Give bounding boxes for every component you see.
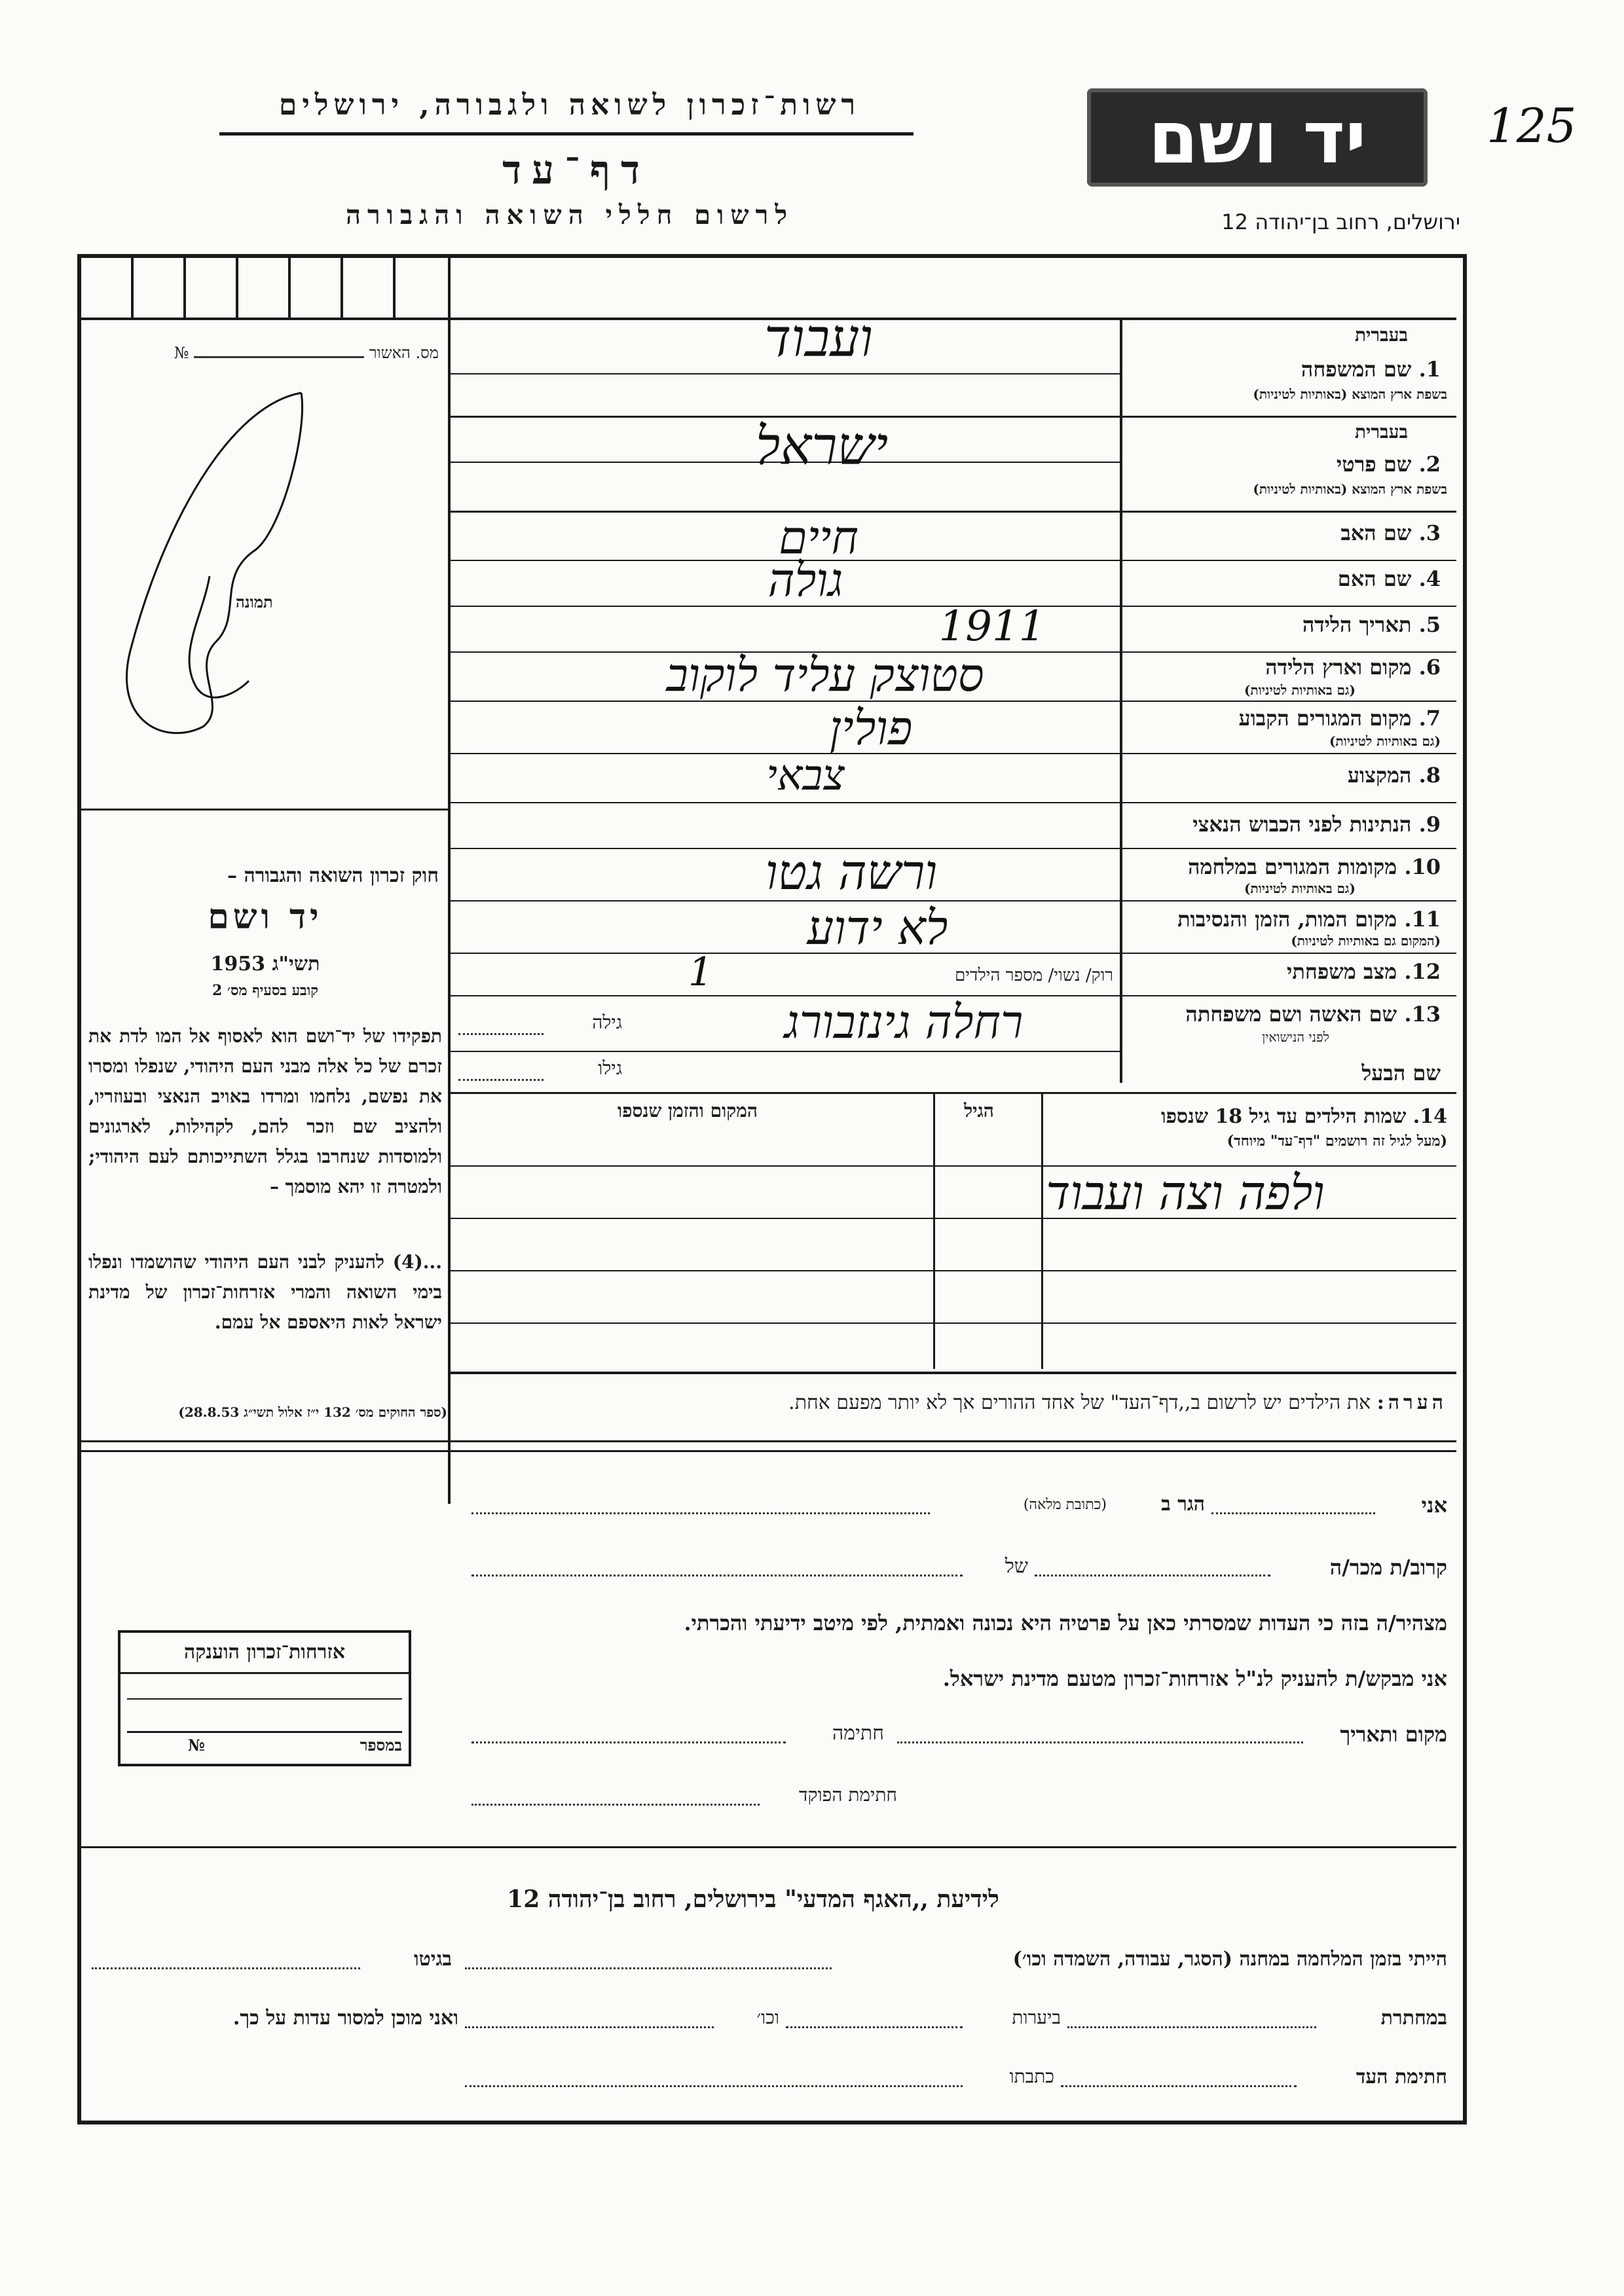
field-2-label-text: שם פרטי <box>1336 452 1412 477</box>
citizenship-box-title: אזרחות־זכרון הוענקה <box>120 1633 409 1674</box>
field-1-label-text: שם המשפחה <box>1301 357 1412 382</box>
field-7-label <box>1133 706 1441 731</box>
field-2-value: ישראל <box>755 416 889 477</box>
field-7-value: פולין <box>829 701 913 756</box>
field-5-label <box>1133 612 1441 637</box>
intel-ready: ואני מוכן למסור עדות על כך. <box>232 2007 458 2030</box>
intel-witness-signature: חתימת העד <box>1356 2066 1447 2088</box>
officer-signature: חתימת הפוקד <box>799 1784 897 1806</box>
field-7-num: 7. <box>1418 706 1441 731</box>
field-10-label-text: מקומות המגורים במלחמה <box>1188 854 1397 879</box>
law-source: (ספר החוקים מס׳ 132 י״ז אלול תשי״ג 28.8.53) <box>178 1404 447 1420</box>
intel-hiding: במחתרת <box>1380 2007 1447 2030</box>
intel-camp-line: הייתי בזמן המלחמה במחנה (הסגר, עבודה, השמדה וכו׳) <box>1012 1948 1447 1971</box>
law-paragraph-1: תפקידו של יד־ושם הוא לאסוף אל המו לדת את זכרם של כל אלה מבני העם היהודי, שנפלו ומסרו את נפשם, נלחמו ומרדו באויב הנאצי ובעוזריו, ולהציב שם וזכר להם, לקהילות, לארגונים ולמוסדות שנחרבו בגלל השתייכותם לעם היהודי; ולמטרה זו יהא מוסמך – <box>88 1025 442 1197</box>
children-value: ולפה וצה ועבוד <box>1046 1165 1325 1220</box>
law-heading: חוק זכרון השואה והגבורה – <box>227 864 439 887</box>
law-name: יד ושם <box>208 897 323 937</box>
declaration-resides: הגר ב <box>1161 1493 1205 1516</box>
field-2-num: 2. <box>1418 452 1441 477</box>
field-11-num: 11. <box>1404 907 1441 932</box>
declaration-place-date: מקום ותאריך <box>1340 1722 1447 1747</box>
field-11-note: (המקום גם באותיות לטיניות) <box>1291 933 1441 949</box>
citizenship-number-label: במספר <box>360 1736 402 1755</box>
intel-title: לידיעת ,,האגף המדעי" בירושלים, רחוב בן־יהודה 12 <box>507 1886 999 1913</box>
field-6-label-text: מקום וארץ הלידה <box>1265 655 1412 680</box>
law-year: תשי"ג 1953 <box>210 953 320 975</box>
field-8-num: 8. <box>1418 763 1441 788</box>
field-1-label <box>1133 357 1441 382</box>
field-12-num: 12. <box>1404 959 1441 984</box>
field-3-num: 3. <box>1418 520 1441 545</box>
citizenship-box <box>118 1630 411 1766</box>
intel-etc: וכו׳ <box>756 2007 779 2028</box>
law-paragraph-2: ...(4) להעניק לבני העם היהודי שהושמדו ונפלו בימי השואה והמרי אזרחות־זכרון של מדינת ישראל לאות היאספם אל עמם. <box>88 1251 442 1333</box>
field-7-label-text: מקום המגורים הקבוע <box>1238 706 1412 731</box>
intel-forests: ביערות <box>1012 2007 1061 2028</box>
field-6-value: סטוצק עליד לוקוב <box>666 648 984 702</box>
field-10-value: ורשה גטו <box>765 845 938 901</box>
field-4-label <box>1133 566 1441 591</box>
field-1-lang: בעברית <box>1354 324 1408 346</box>
declaration-ani: אני <box>1421 1493 1447 1518</box>
field-4-value: גולה <box>767 553 843 607</box>
field-6-num: 6. <box>1418 655 1441 680</box>
field-13-note: לפני הנישואין <box>1262 1029 1329 1045</box>
field-9-label <box>1133 812 1441 837</box>
field-10-num: 10. <box>1404 854 1441 879</box>
photo-label: תמונה <box>236 592 273 611</box>
field-11-label <box>1133 907 1441 932</box>
field-12-label <box>1133 959 1441 984</box>
field-1-num: 1. <box>1418 357 1441 382</box>
field-14-label-text: שמות הילדים עד גיל 18 שנספו <box>1160 1105 1407 1128</box>
approval-label <box>98 344 439 363</box>
field-14-num: 14. <box>1412 1105 1447 1128</box>
field-13-label-text: שם האשה ושם משפחתה <box>1185 1002 1397 1027</box>
address: ירושלים, רחוב בן־יהודה 12 <box>1221 210 1460 234</box>
declaration-signature: חתימה <box>832 1722 884 1745</box>
field-8-label-text: המקצוע <box>1347 763 1412 788</box>
approval-label-text: מס. האשור <box>369 344 439 362</box>
field-13-num: 13. <box>1404 1002 1441 1027</box>
field-2-label <box>1133 452 1441 477</box>
field-12-note: רוק/ נשוי/ מספר הילדים <box>954 966 1113 985</box>
field-11-label-text: מקום המות, הזמן והנסיבות <box>1177 907 1397 932</box>
declaration-request: אני מבקש/ת להעניק לנ"ל אזרחות־זכרון מטעם מדינת ישראל. <box>942 1666 1447 1691</box>
declaration-address-hint: (כתובת מלאה) <box>1023 1497 1107 1513</box>
authority-title: רשות־זכרון לשואה ולגבורה, ירושלים <box>278 88 861 122</box>
field-3-label-text: שם האב <box>1340 520 1412 545</box>
document-subtitle: לרשום חללי השואה והגבורה <box>345 200 794 230</box>
field-2-note: בשפת ארץ המוצא (באותיות לטיניות) <box>1253 481 1447 497</box>
remark-label: הערה: <box>1376 1391 1447 1414</box>
field-10-note: (גם באותיות לטיניות) <box>1244 881 1356 896</box>
husband-age-label: גילו <box>598 1057 622 1079</box>
field-10-label <box>1133 854 1441 879</box>
remark-text: את הילדים יש לרשום ב,,דף־העד" של אחד ההורים אך לא יותר מפעם אחת. <box>788 1391 1371 1414</box>
law-clause: קובע בסעיף מס׳ 2 <box>212 982 319 999</box>
field-5-value: 1911 <box>938 602 1046 651</box>
authority-underline <box>219 132 913 136</box>
field-9-num: 9. <box>1418 812 1441 837</box>
field-8-label <box>1133 763 1441 788</box>
left-column-divider <box>448 257 451 1504</box>
declaration-relative: קרוב/ת מכר/ה <box>1329 1555 1447 1580</box>
declaration-of: של <box>1005 1555 1028 1578</box>
field-14-note: (מעל לגיל זה רושמים "דף־עד" מיוחד) <box>1227 1133 1447 1150</box>
declaration-statement: מצהיר/ה בזה כי העדות שמסרתי כאן על פרטיה היא נכונה ואמתית, לפי מיטב ידיעתי והכרתי. <box>684 1611 1447 1635</box>
field-5-label-text: תאריך הלידה <box>1302 612 1412 637</box>
field-3-label <box>1133 520 1441 545</box>
field-8-value: צבאי <box>766 752 845 800</box>
photo-area <box>85 380 439 792</box>
citizenship-number-sign: № <box>187 1736 205 1755</box>
field-12-value: 1 <box>688 949 714 995</box>
intel-address: כתבתו <box>1009 2066 1054 2087</box>
field-4-num: 4. <box>1418 566 1441 591</box>
field-13-label <box>1133 1002 1441 1027</box>
field-14-label <box>1054 1105 1447 1128</box>
intel-ghetto: בגיטו <box>413 1948 452 1971</box>
field-12-label-text: מצב משפחתי <box>1287 959 1397 984</box>
field-4-label-text: שם האם <box>1337 566 1412 591</box>
field-11-value: לא ידוע <box>807 900 948 955</box>
field-9-label-text: הנתינות לפני הכבוש הנאצי <box>1192 812 1412 837</box>
field-1-value: ועבוד <box>764 308 874 369</box>
yad-vashem-logo <box>1087 88 1428 187</box>
remark <box>458 1391 1447 1414</box>
signature-scribble-icon <box>85 380 439 792</box>
approval-number-sign: № <box>174 344 189 362</box>
field-7-note: (גם באותיות לטיניות) <box>1329 733 1441 749</box>
field-13-value: רחלה גינזבורג <box>784 995 1024 1049</box>
document-title: דף־עד <box>502 147 650 193</box>
field-6-label <box>1133 655 1441 680</box>
page-number: 125 <box>1486 98 1577 153</box>
logo-text: יד ושם <box>1148 96 1367 179</box>
children-age-header: הגיל <box>964 1100 994 1121</box>
husband-label: שם הבעל <box>1361 1061 1441 1085</box>
field-3-value: חיים <box>779 511 858 564</box>
field-5-num: 5. <box>1418 612 1441 637</box>
children-place-header: המקום והזמן שנספו <box>618 1100 758 1121</box>
field-1-note: בשפת ארץ המוצא (באותיות לטיניות) <box>1253 386 1447 402</box>
field-2-lang: בעברית <box>1354 421 1408 443</box>
citizenship-box-number <box>127 1731 402 1755</box>
wife-age-label: גילה <box>592 1011 622 1033</box>
field-6-note: (גם באותיות לטיניות) <box>1244 682 1356 698</box>
